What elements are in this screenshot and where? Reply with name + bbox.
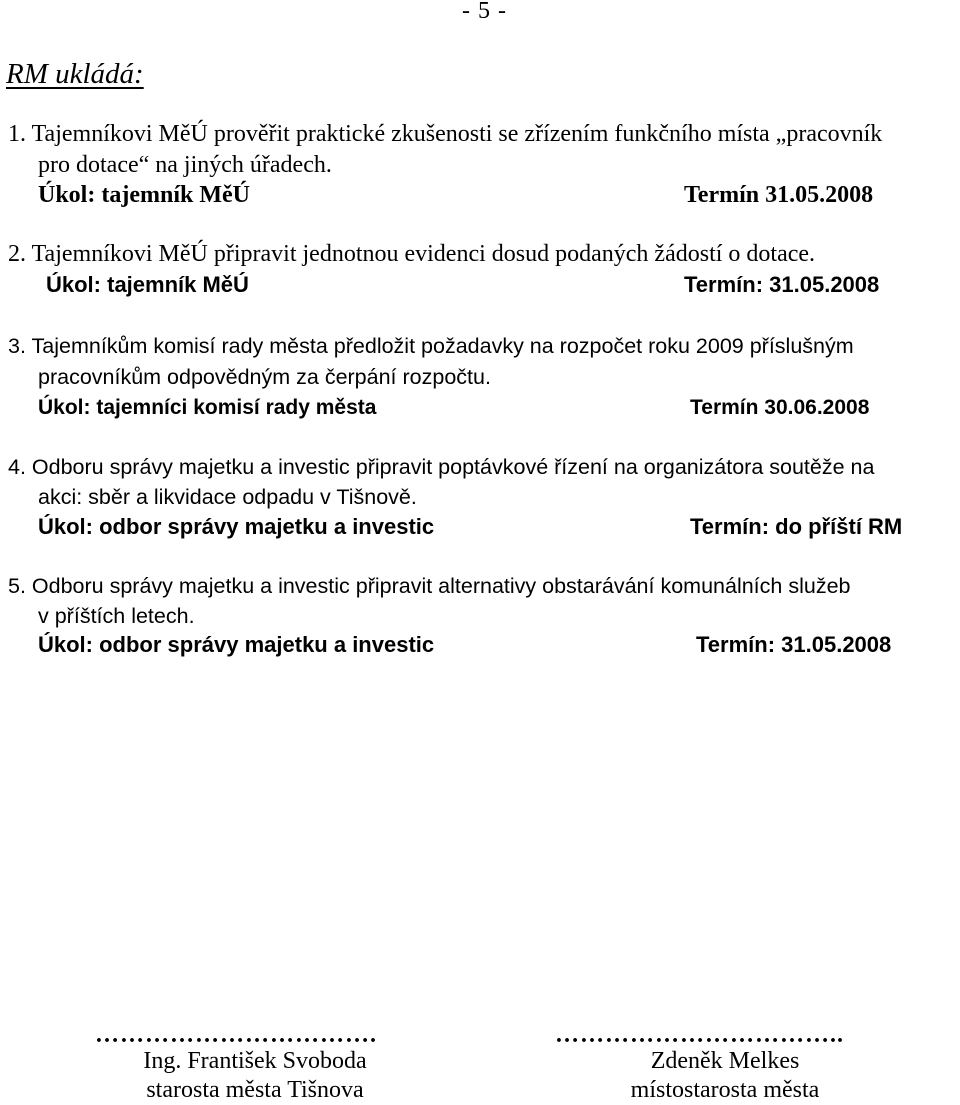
page-number: - 5 - [462, 0, 507, 24]
signature-line: ……………………………. [95, 1022, 377, 1048]
item-1-deadline: Termín 31.05.2008 [684, 182, 874, 208]
item-5-text-line-1: 5. Odboru správy majetku a investic připravit alternativy obstarávání komunálních služeb [8, 574, 851, 598]
item-3-task: Úkol: tajemníci komisí rady města [38, 396, 377, 419]
item-4-text-line-2: akci: sběr a likvidace odpadu v Tišnově. [38, 485, 417, 509]
item-2-deadline: Termín: 31.05.2008 [684, 272, 880, 297]
signature-line: …………………………….. [555, 1022, 844, 1048]
item-4-text-line-1: 4. Odboru správy majetku a investic připravit poptávkové řízení na organizátora soutěže na [8, 455, 875, 479]
item-1-task: Úkol: tajemník MěÚ [38, 182, 250, 208]
item-1-text-line-2: pro dotace“ na jiných úřadech. [38, 152, 332, 178]
item-2-task: Úkol: tajemník MěÚ [46, 272, 249, 297]
signatory-role: místostarosta města [630, 1077, 820, 1103]
section-heading: RM ukládá: [6, 58, 144, 90]
signatory-name: Ing. František Svoboda [143, 1048, 367, 1074]
item-4-task: Úkol: odbor správy majetku a investic [38, 514, 435, 539]
signatory-role: starosta města Tišnova [146, 1077, 364, 1103]
item-5-text-line-2: v příštích letech. [38, 604, 195, 628]
item-5-deadline: Termín: 31.05.2008 [696, 632, 892, 657]
item-3-text-line-2: pracovníkům odpovědným za čerpání rozpočtu. [38, 365, 491, 389]
item-1-text-line-1: 1. Tajemníkovi MěÚ prověřit praktické zkušenosti se zřízením funkčního místa „pracovník [8, 121, 883, 147]
item-3-text-line-1: 3. Tajemníkům komisí rady města předložit požadavky na rozpočet roku 2009 příslušným [8, 334, 854, 358]
signatory-name: Zdeněk Melkes [650, 1048, 800, 1074]
item-5-task: Úkol: odbor správy majetku a investic [38, 632, 435, 657]
item-4-deadline: Termín: do příští RM [690, 514, 903, 539]
item-2-text-line-1: 2. Tajemníkovi MěÚ připravit jednotnou evidenci dosud podaných žádostí o dotace. [8, 241, 816, 267]
item-3-deadline: Termín 30.06.2008 [690, 396, 870, 419]
